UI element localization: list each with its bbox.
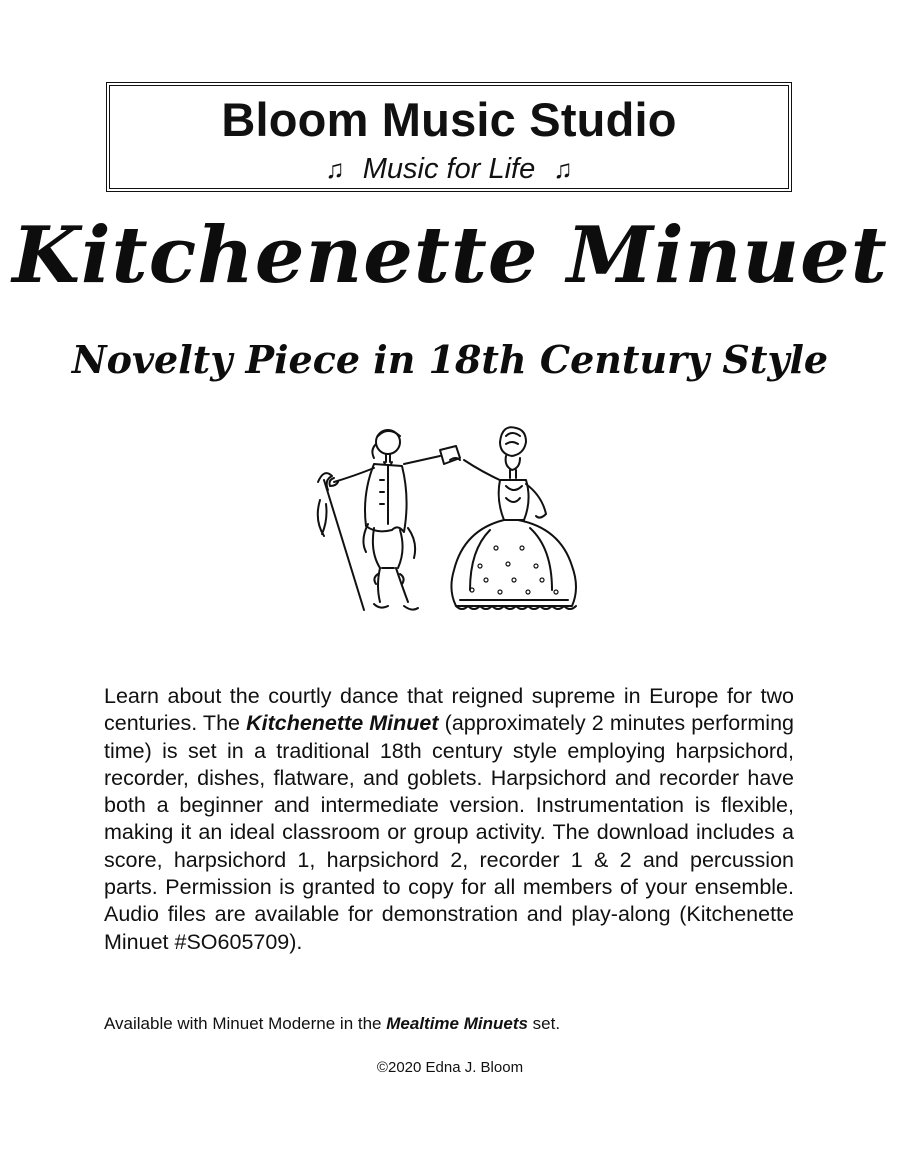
description-paragraph: [104, 683, 794, 956]
copyright-line: ©2020 Edna J. Bloom: [376, 1059, 524, 1076]
availability-prefix: Available with Minuet Moderne in the: [104, 1014, 387, 1033]
tagline-text: Music for Life: [362, 153, 536, 185]
availability-note: [104, 1012, 794, 1036]
tagline: [110, 152, 788, 186]
description-text: (approximately 2 minutes performing time) is set in a traditional 18th century style employing harpsichord, recorder, dishes, flatware, and goblets. Harpsichord and recorder have both a beginner and intermediate version. Instrumentation is flexible, making it an ideal classroom or group activity. The download includes a score, harpsichord 1, harpsichord 2, recorder 1 & 2 and percussion parts. Permission is granted to copy for all members of your ensemble. Audio files are available for demonstration and play-along (Kitchenette Minuet #SO605709).: [104, 711, 794, 954]
minuet-dancers-illustration: [300, 420, 600, 650]
studio-header-box: [106, 82, 792, 192]
piece-subtitle: Novelty Piece in 18th Century Style: [71, 337, 829, 382]
description-title-emphasis: Kitchenette Minuet: [246, 711, 439, 736]
availability-suffix: set.: [527, 1014, 561, 1033]
lady-figure: [450, 427, 576, 609]
studio-name: Bloom Music Studio: [221, 93, 677, 146]
piece-title: Kitchenette Minuet: [12, 210, 888, 301]
music-note-icon: ♫: [553, 154, 573, 184]
description-text: Learn about the courtly dance that reigned supreme in Europe for two centuries. The: [104, 684, 794, 736]
set-name: Mealtime Minuets: [386, 1014, 528, 1033]
music-note-icon: ♫: [325, 154, 345, 184]
gentleman-figure: [318, 430, 460, 610]
